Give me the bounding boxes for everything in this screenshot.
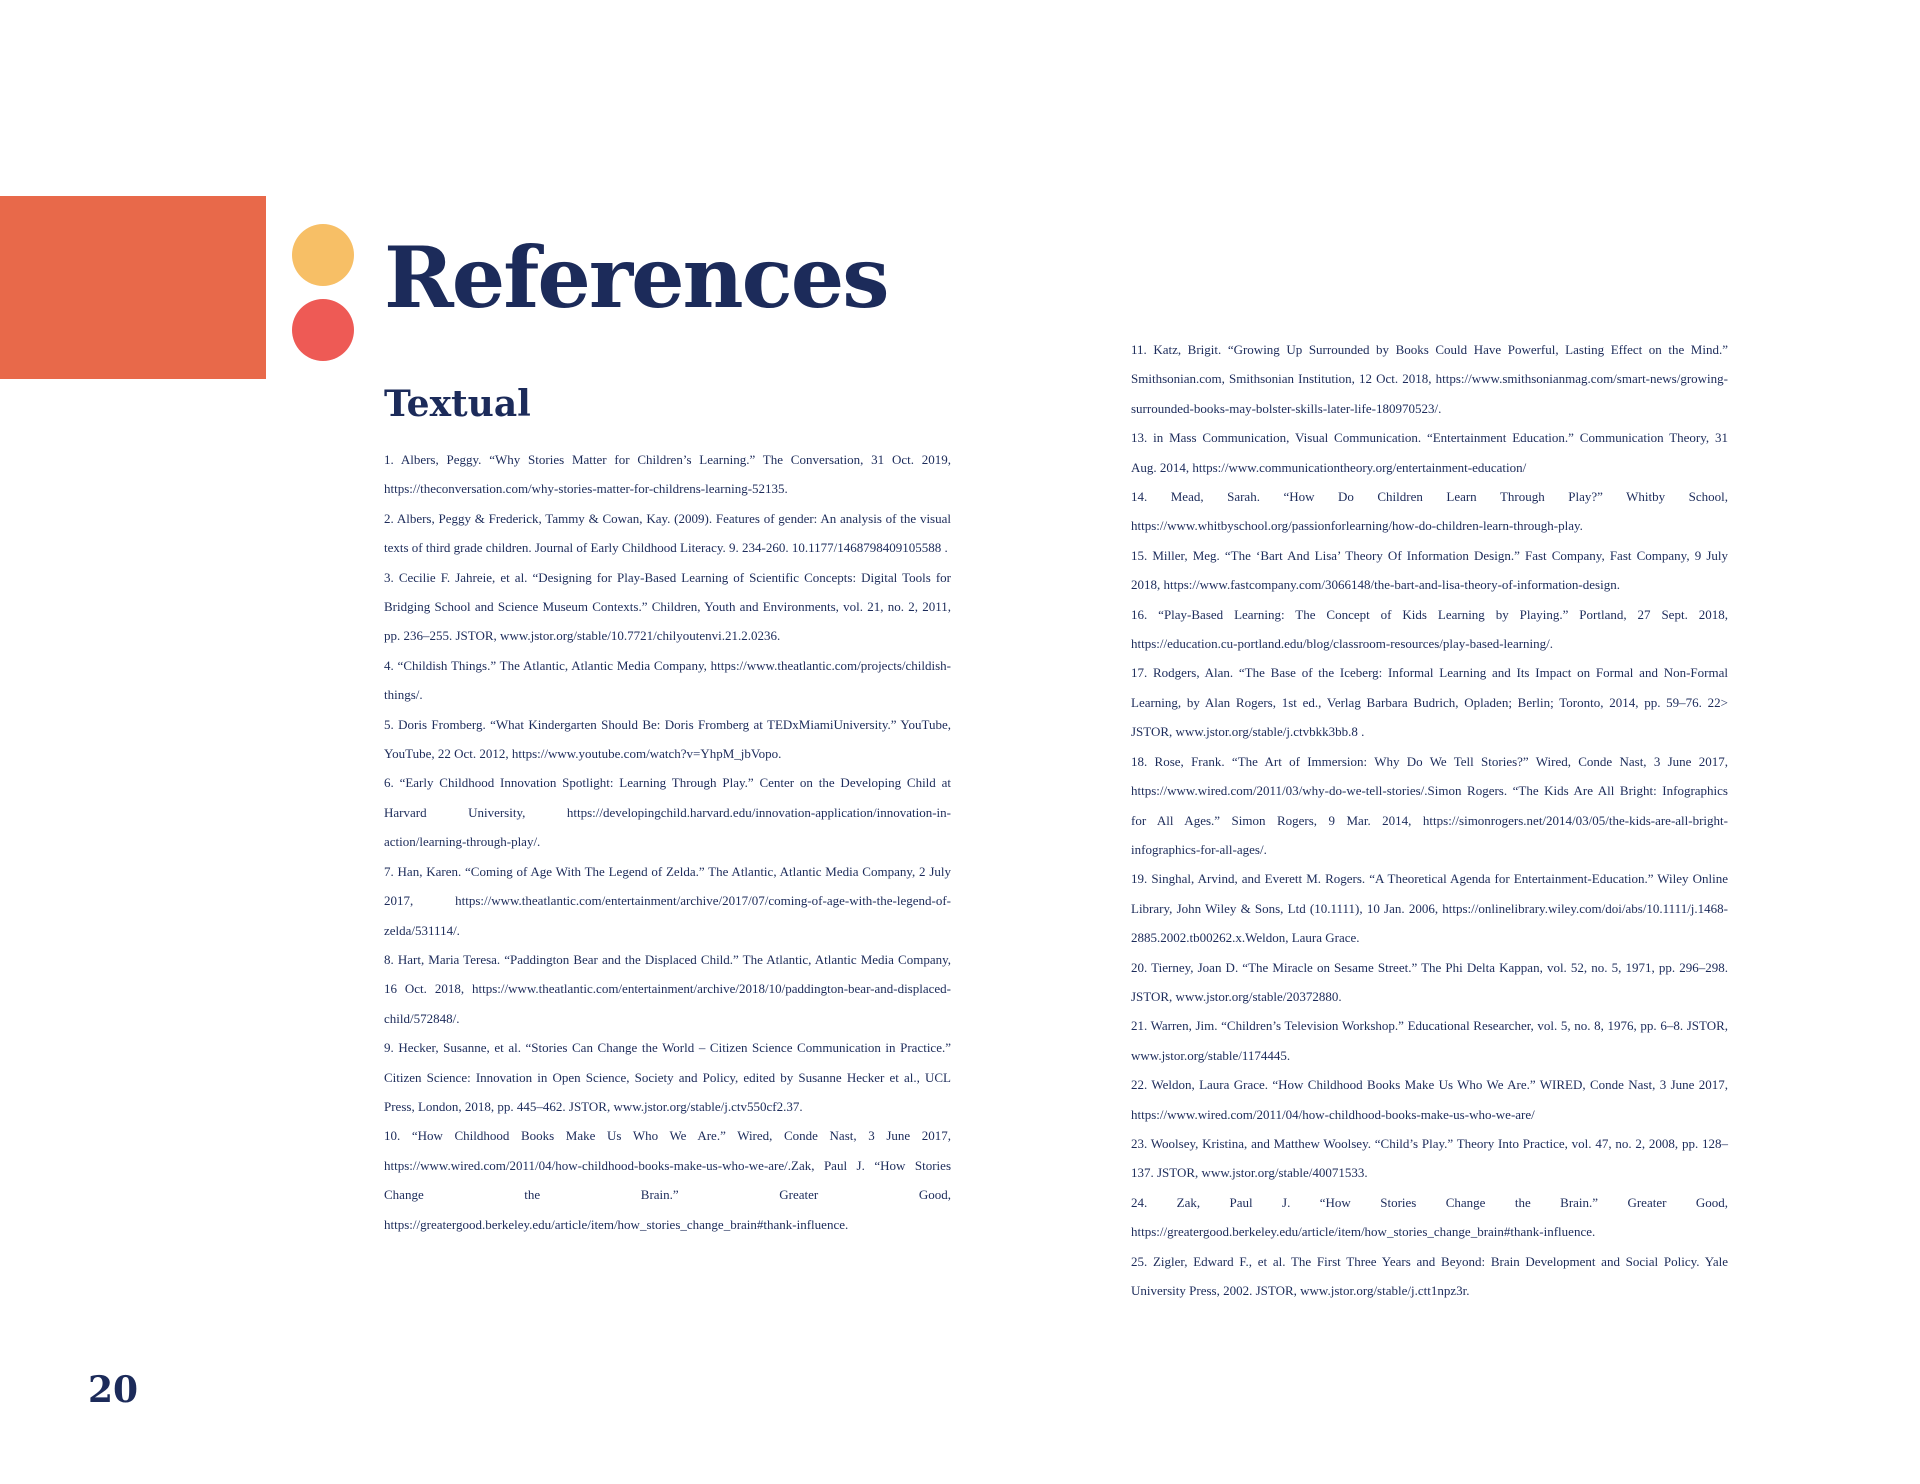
reference-item: 10. “How Childhood Books Make Us Who We Are.” Wired, Conde Nast, 3 June 2017, https://www.wired.com/2011/04/how-childhood-books-make-us-who-we-are/.Zak, Paul J. “How Stories Change the Brain.” Greater Good, https://greatergood.berkeley.edu/article/item/how_stories_change_brain#thank-influence. (384, 1128, 951, 1232)
decorative-orange-block (0, 196, 266, 379)
reference-item: 25. Zigler, Edward F., et al. The First Three Years and Beyond: Brain Development and Social Policy. Yale University Press, 2002. JSTOR, www.jstor.org/stable/j.ctt1npz3r. (1131, 1253, 1728, 1298)
reference-item: 4. “Childish Things.” The Atlantic, Atlantic Media Company, https://www.theatlantic.com/projects/childish-things/. (384, 657, 951, 703)
reference-item: 3. Cecilie F. Jahreie, et al. “Designing for Play-Based Learning of Scientific Concepts: Digital Tools for Bridging School and Science Museum Contexts.” Children, Youth and Environments, vol. 21, no. 2, 2011, pp. 236–255. JSTOR, www.jstor.org/stable/10.7721/chilyoutenvi.21.2.0236. (384, 569, 951, 644)
decorative-red-dot (292, 299, 354, 361)
reference-item: 8. Hart, Maria Teresa. “Paddington Bear and the Displaced Child.” The Atlantic, Atlantic Media Company, 16 Oct. 2018, https://www.theatlantic.com/entertainment/archive/2018/10/paddington-bear-and-displaced-child/572848/. (384, 951, 951, 1026)
reference-item: 11. Katz, Brigit. “Growing Up Surrounded by Books Could Have Powerful, Lasting Effect on the Mind.” Smithsonian.com, Smithsonian Institution, 12 Oct. 2018, https://www.smithsonianmag.com/smart-news/growing-surrounded-books-may-bolster-skills-later-life-180970523/. (1131, 342, 1728, 416)
section-title-textual: Textual (384, 383, 531, 425)
reference-item: 13. in Mass Communication, Visual Communication. “Entertainment Education.” Communication Theory, 31 Aug. 2014, https://www.communicationtheory.org/entertainment-education/ (1131, 430, 1728, 475)
reference-item: 2. Albers, Peggy & Frederick, Tammy & Cowan, Kay. (2009). Features of gender: An analysis of the visual texts of third grade children. Journal of Early Childhood Literacy. 9. 234-260. 10.1177/1468798409105588 . (384, 510, 951, 556)
page-number: 20 (88, 1369, 139, 1411)
reference-item: 17. Rodgers, Alan. “The Base of the Iceberg: Informal Learning and Its Impact on Formal and Non-Formal Learning, by Alan Rogers, 1st ed., Verlag Barbara Budrich, Opladen; Berlin; Toronto, 2014, pp. 59–76. 22> JSTOR, www.jstor.org/stable/j.ctvbkk3bb.8 . (1131, 665, 1728, 740)
reference-item: 23. Woolsey, Kristina, and Matthew Woolsey. “Child’s Play.” Theory Into Practice, vol. 47, no. 2, 2008, pp. 128–137. JSTOR, www.jstor.org/stable/40071533. (1131, 1135, 1728, 1181)
reference-item: 24. Zak, Paul J. “How Stories Change the Brain.” Greater Good, https://greatergood.berkeley.edu/article/item/how_stories_change_brain#thank-influence. (1131, 1194, 1728, 1240)
page-title: References (384, 228, 888, 327)
reference-item: 21. Warren, Jim. “Children’s Television Workshop.” Educational Researcher, vol. 5, no. 8, 1976, pp. 6–8. JSTOR, www.jstor.org/stable/1174445. (1131, 1018, 1728, 1063)
reference-item: 5. Doris Fromberg. “What Kindergarten Should Be: Doris Fromberg at TEDxMiamiUniversity.” YouTube, YouTube, 22 Oct. 2012, https://www.youtube.com/watch?v=YhpM_jbVopo. (384, 716, 951, 762)
reference-item: 22. Weldon, Laura Grace. “How Childhood Books Make Us Who We Are.” WIRED, Conde Nast, 3 June 2017, https://www.wired.com/2011/04/how-childhood-books-make-us-who-we-are/ (1131, 1077, 1728, 1122)
decorative-yellow-dot (292, 224, 354, 286)
reference-item: 19. Singhal, Arvind, and Everett M. Rogers. “A Theoretical Agenda for Entertainment-Education.” Wiley Online Library, John Wiley & Sons, Ltd (10.1111), 10 Jan. 2006, https://onlinelibrary.wiley.com/doi/abs/10.1111/j.1468-2885.2002.tb00262.x.Weldon, Laura Grace. (1131, 871, 1728, 946)
references-list-right (1131, 335, 1728, 1305)
reference-item: 20. Tierney, Joan D. “The Miracle on Sesame Street.” The Phi Delta Kappan, vol. 52, no. 5, 1971, pp. 296–298. JSTOR, www.jstor.org/stable/20372880. (1131, 959, 1728, 1004)
reference-item: 16. “Play-Based Learning: The Concept of Kids Learning by Playing.” Portland, 27 Sept. 2018, https://education.cu-portland.edu/blog/classroom-resources/play-based-learning/. (1131, 606, 1728, 652)
references-list-left (384, 445, 951, 1239)
reference-item: 1. Albers, Peggy. “Why Stories Matter for Children’s Learning.” The Conversation, 31 Oct. 2019, https://theconversation.com/why-stories-matter-for-childrens-learning-52135. (384, 452, 951, 497)
reference-item: 7. Han, Karen. “Coming of Age With The Legend of Zelda.” The Atlantic, Atlantic Media Company, 2 July 2017, https://www.theatlantic.com/entertainment/archive/2017/07/coming-of-age-with-the-legend-of-zelda/531114/. (384, 863, 951, 938)
reference-item: 15. Miller, Meg. “The ‘Bart And Lisa’ Theory Of Information Design.” Fast Company, Fast Company, 9 July 2018, https://www.fastcompany.com/3066148/the-bart-and-lisa-theory-of-information-design. (1131, 547, 1728, 593)
reference-item: 6. “Early Childhood Innovation Spotlight: Learning Through Play.” Center on the Developing Child at Harvard University, https://developingchild.harvard.edu/innovation-application/innovation-in-action/learning-through-play/. (384, 775, 951, 850)
reference-item: 9. Hecker, Susanne, et al. “Stories Can Change the World – Citizen Science Communication in Practice.” Citizen Science: Innovation in Open Science, Society and Policy, edited by Susanne Hecker et al., UCL Press, London, 2018, pp. 445–462. JSTOR, www.jstor.org/stable/j.ctv550cf2.37. (384, 1040, 951, 1114)
reference-item: 18. Rose, Frank. “The Art of Immersion: Why Do We Tell Stories?” Wired, Conde Nast, 3 June 2017, https://www.wired.com/2011/03/why-do-we-tell-stories/.Simon Rogers. “The Kids Are All Bright: Infographics for All Ages.” Simon Rogers, 9 Mar. 2014, https://simonrogers.net/2014/03/05/the-kids-are-all-bright-infographics-for-all-ages/. (1131, 753, 1728, 857)
reference-item: 14. Mead, Sarah. “How Do Children Learn Through Play?” Whitby School, https://www.whitbyschool.org/passionforlearning/how-do-children-learn-through-play. (1131, 489, 1728, 534)
